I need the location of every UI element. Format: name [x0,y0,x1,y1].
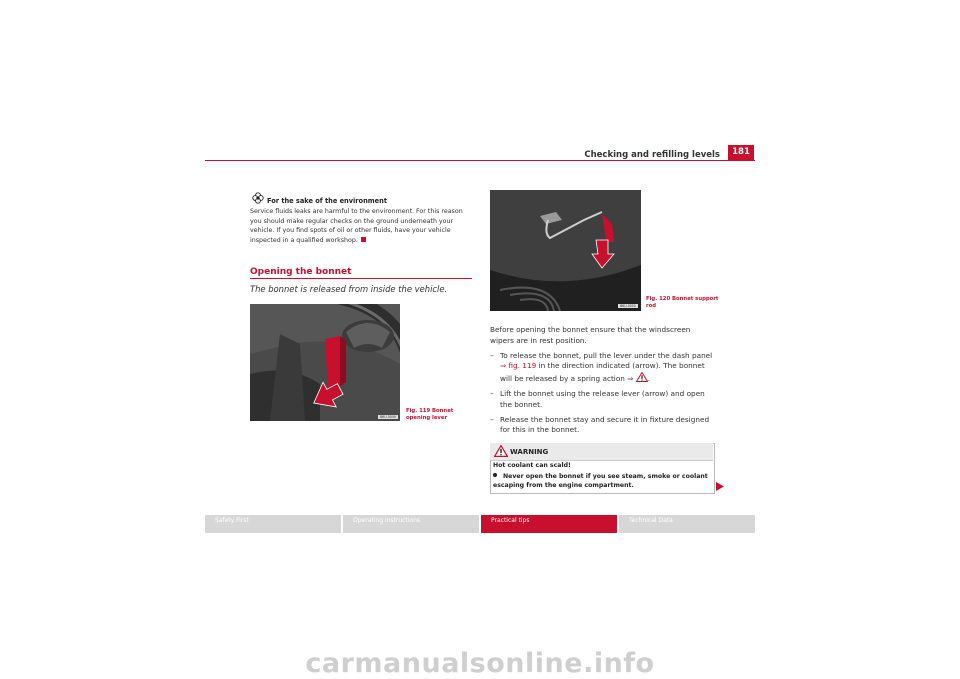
instruction-step: – Release the bonnet stay and secure it in fixture designed for this in the bonnet. [490,414,710,435]
warning-label: WARNING [510,448,549,456]
instructions-intro: Before opening the bonnet ensure that the windscreen wipers are in rest position. [490,325,691,345]
figure-code: B6U-0049 [380,415,396,419]
support-rod-illustration [490,190,641,311]
warning-line: Hot coolant can scald! [493,462,571,469]
figure-caption: Fig. 119 Bonnet opening lever [406,408,454,421]
footer-tabs [205,515,755,533]
figure-code: B6U-0050 [620,304,636,308]
page-header-title: Checking and refilling levels [584,150,720,160]
continue-arrow-icon[interactable] [716,482,724,491]
flower-environment-icon [252,192,264,204]
figure-reference-link[interactable]: ⇒ fig. 119 [500,361,537,371]
warning-reference-link[interactable]: ⇒ [627,374,647,383]
section-divider [250,278,472,279]
tab-technical-data[interactable]: Technical Data [619,515,755,533]
instruction-step: – To release the bonnet, pull the lever under the dash panel ⇒ fig. 119 in the direction indicated (arrow). The bonnet will be released by a spring action ⇒ . [490,350,713,383]
warning-triangle-icon [494,445,508,457]
figure-bonnet-support-rod [490,190,641,311]
instructions-text [490,325,716,436]
bullet-icon [493,473,497,477]
instruction-step: – Lift the bonnet using the release lever (arrow) and open the bonnet. [490,388,705,409]
header-divider [205,160,755,161]
tab-operating-instructions[interactable]: Operating instructions [343,515,479,533]
watermark: carmanualsonline.info [305,648,655,679]
tab-practical-tips[interactable]: Practical tips [481,515,617,533]
warning-bullet: Never open the bonnet if you see steam, smoke or coolant escaping from the engine compartment. [493,473,708,489]
tab-safety-first[interactable]: Safety First [205,515,341,533]
page-number: 181 [728,145,754,160]
environment-text: Service fluids leaks are harmful to the environment. For this reason you should make regular checks on the ground underneath your vehicle. If you find spots of oil or other fluids, have your vehicle inspected in a qualified workshop. [250,208,463,244]
environment-heading: For the sake of the environment [267,197,387,205]
warning-triangle-icon [636,372,648,382]
figure-bonnet-opening-lever [250,304,400,421]
section-end-marker [361,237,366,242]
section-title: Opening the bonnet [250,267,352,277]
section-lead: The bonnet is released from inside the vehicle. [250,284,448,294]
bonnet-lever-illustration [250,304,400,421]
figure-caption: Fig. 120 Bonnet support rod [646,296,719,309]
